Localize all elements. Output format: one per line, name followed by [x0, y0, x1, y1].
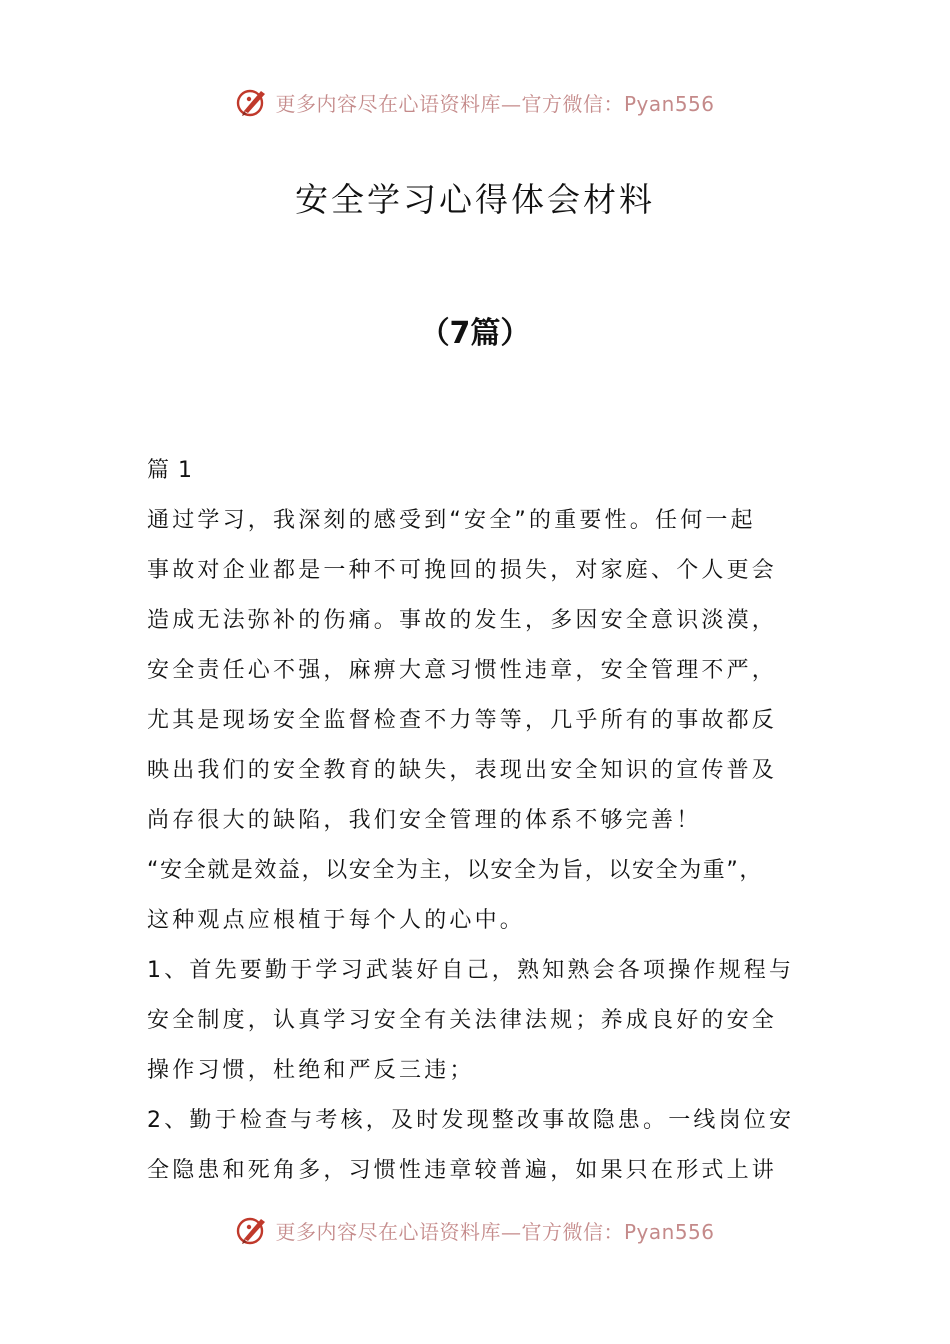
document-subtitle: （7篇）: [419, 316, 531, 351]
header-watermark: [0, 80, 950, 124]
document-body: [147, 446, 827, 1196]
paragraph-line: 尤其是现场安全监督检查不力等等，几乎所有的事故都反: [147, 708, 778, 733]
paragraph-line: 尚存很大的缺陷，我们安全管理的体系不够完善！: [147, 808, 702, 833]
document-title: 安全学习心得体会材料: [295, 180, 655, 219]
footer-watermark: [0, 1208, 950, 1252]
paragraph-line: 造成无法弥补的伤痛。事故的发生，多因安全意识淡漠，: [147, 608, 778, 633]
paragraph-line: 通过学习，我深刻的感受到“安全”的重要性。任何一起: [147, 508, 756, 533]
paragraph-line: 这种观点应根植于每个人的心中。: [147, 908, 526, 933]
list-item-line: 2、勤于检查与考核，及时发现整改事故隐患。一线岗位安: [147, 1108, 795, 1133]
paragraph-line: 映出我们的安全教育的缺失，表现出安全知识的宣传普及: [147, 758, 778, 783]
list-item-line: 全隐患和死角多，习惯性违章较普遍，如果只在形式上讲: [147, 1158, 778, 1183]
pen-logo-icon: [235, 85, 269, 119]
list-item-line: 1、首先要勤于学习武装好自己，熟知熟会各项操作规程与: [147, 958, 795, 983]
paragraph-line: 事故对企业都是一种不可挽回的损失，对家庭、个人更会: [147, 558, 778, 583]
pen-logo-icon: [235, 1213, 269, 1247]
section-heading: 篇 1: [147, 458, 193, 483]
paragraph-line: 安全责任心不强，麻痹大意习惯性违章，安全管理不严，: [147, 658, 778, 683]
watermark-text: 更多内容尽在心语资料库—官方微信：Pyan556: [275, 91, 715, 116]
list-item-line: 操作习惯，杜绝和严反三违；: [147, 1058, 475, 1083]
list-item-line: 安全制度，认真学习安全有关法律法规；养成良好的安全: [147, 1008, 778, 1033]
paragraph-line: “安全就是效益，以安全为主，以安全为旨，以安全为重”，: [147, 858, 763, 883]
watermark-text: 更多内容尽在心语资料库—官方微信：Pyan556: [275, 1219, 715, 1244]
